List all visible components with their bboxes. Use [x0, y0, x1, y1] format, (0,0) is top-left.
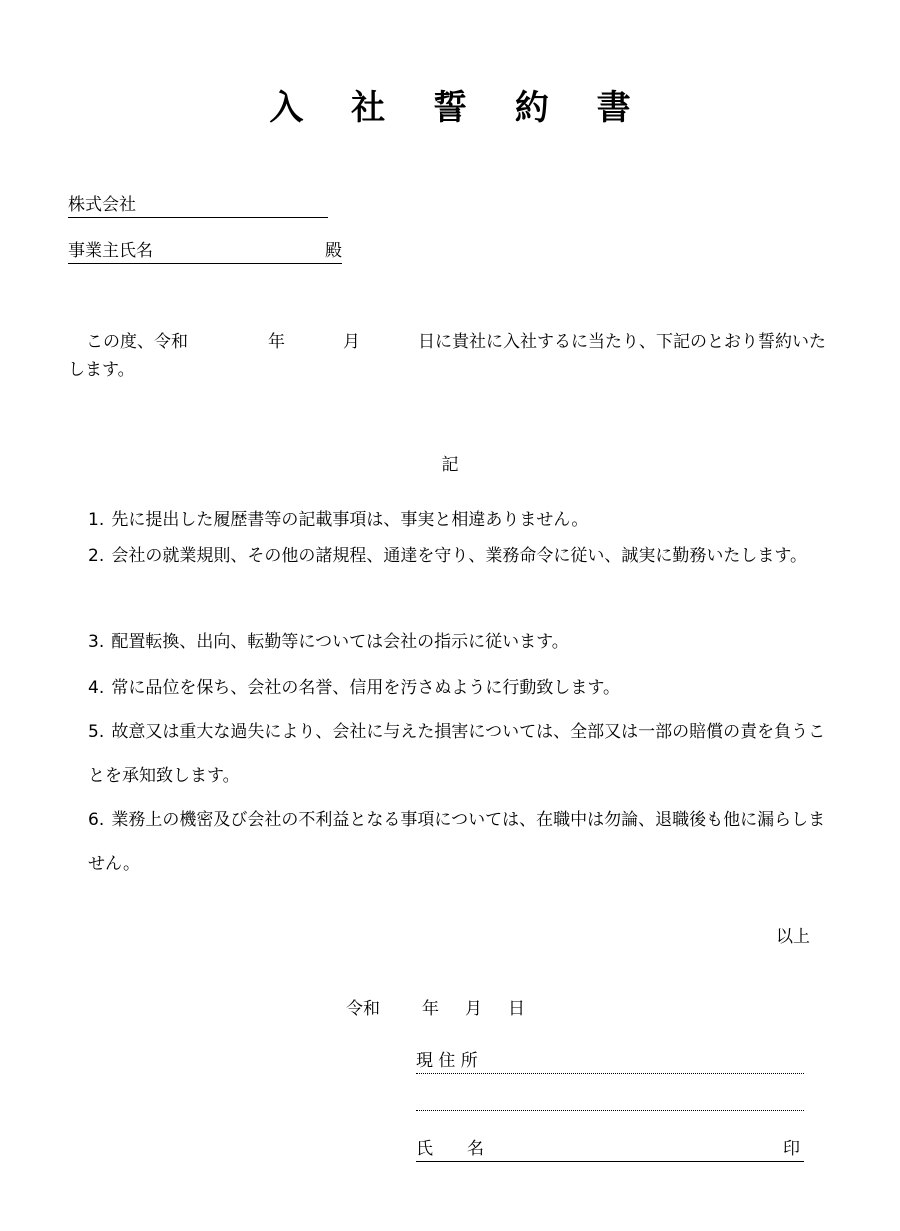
intro-text-end: 日に貴社に入社するに当たり、下記のとおり誓約いたします。: [68, 332, 826, 380]
item-number: 5.: [88, 722, 105, 742]
list-item: [88, 666, 828, 710]
date-era: 令和: [346, 999, 380, 1019]
item-number: 2.: [88, 546, 105, 566]
honorific: 殿: [325, 241, 342, 261]
item-text: 先に提出した履歴書等の記載事項は、事実と相違ありません。: [111, 510, 589, 530]
item-number: 6.: [88, 810, 105, 830]
item-number: 1.: [88, 510, 105, 530]
employer-label: 事業主氏名: [68, 241, 153, 261]
closing-text: 以上: [776, 927, 810, 947]
item-text: 業務上の機密及び会社の不利益となる事項については、在職中は勿論、退職後も他に漏らしません。: [88, 810, 826, 874]
item-text: 故意又は重大な過失により、会社に与えた損害については、全部又は一部の賠償の責を負うことを承知致します。: [88, 722, 826, 786]
company-name-line[interactable]: [68, 190, 328, 218]
item-text: 常に品位を保ち、会社の名誉、信用を汚さぬように行動致します。: [111, 678, 621, 698]
document-title: 入 社 誓 約 書: [269, 88, 649, 128]
intro-text-start: この度、令和: [86, 332, 188, 352]
address-field-line-2[interactable]: [416, 1092, 804, 1111]
address-label: 現 住 所: [416, 1051, 478, 1071]
item-number: 3.: [88, 632, 105, 652]
ki-heading: 記: [441, 455, 459, 475]
signature-date[interactable]: [346, 994, 525, 1019]
date-month: 月: [465, 999, 482, 1019]
intro-year: 年: [268, 332, 285, 352]
date-day: 日: [508, 999, 525, 1019]
list-item: [88, 620, 828, 664]
intro-paragraph: [68, 328, 828, 384]
employer-name-line[interactable]: [68, 236, 342, 264]
list-item: [88, 798, 828, 886]
address-field[interactable]: [416, 1046, 804, 1074]
date-year: 年: [422, 999, 439, 1019]
item-text: 配置転換、出向、転勤等については会社の指示に従います。: [111, 632, 569, 652]
list-item: [88, 534, 828, 578]
seal-mark: 印: [783, 1139, 800, 1159]
item-number: 4.: [88, 678, 105, 698]
list-item: [88, 710, 828, 798]
company-label: 株式会社: [68, 195, 136, 215]
name-label: 氏 名: [416, 1139, 484, 1159]
name-field[interactable]: [416, 1134, 804, 1162]
intro-month: 月: [343, 332, 360, 352]
item-text: 会社の就業規則、その他の諸規程、通達を守り、業務命令に従い、誠実に勤務いたします。: [111, 546, 808, 566]
